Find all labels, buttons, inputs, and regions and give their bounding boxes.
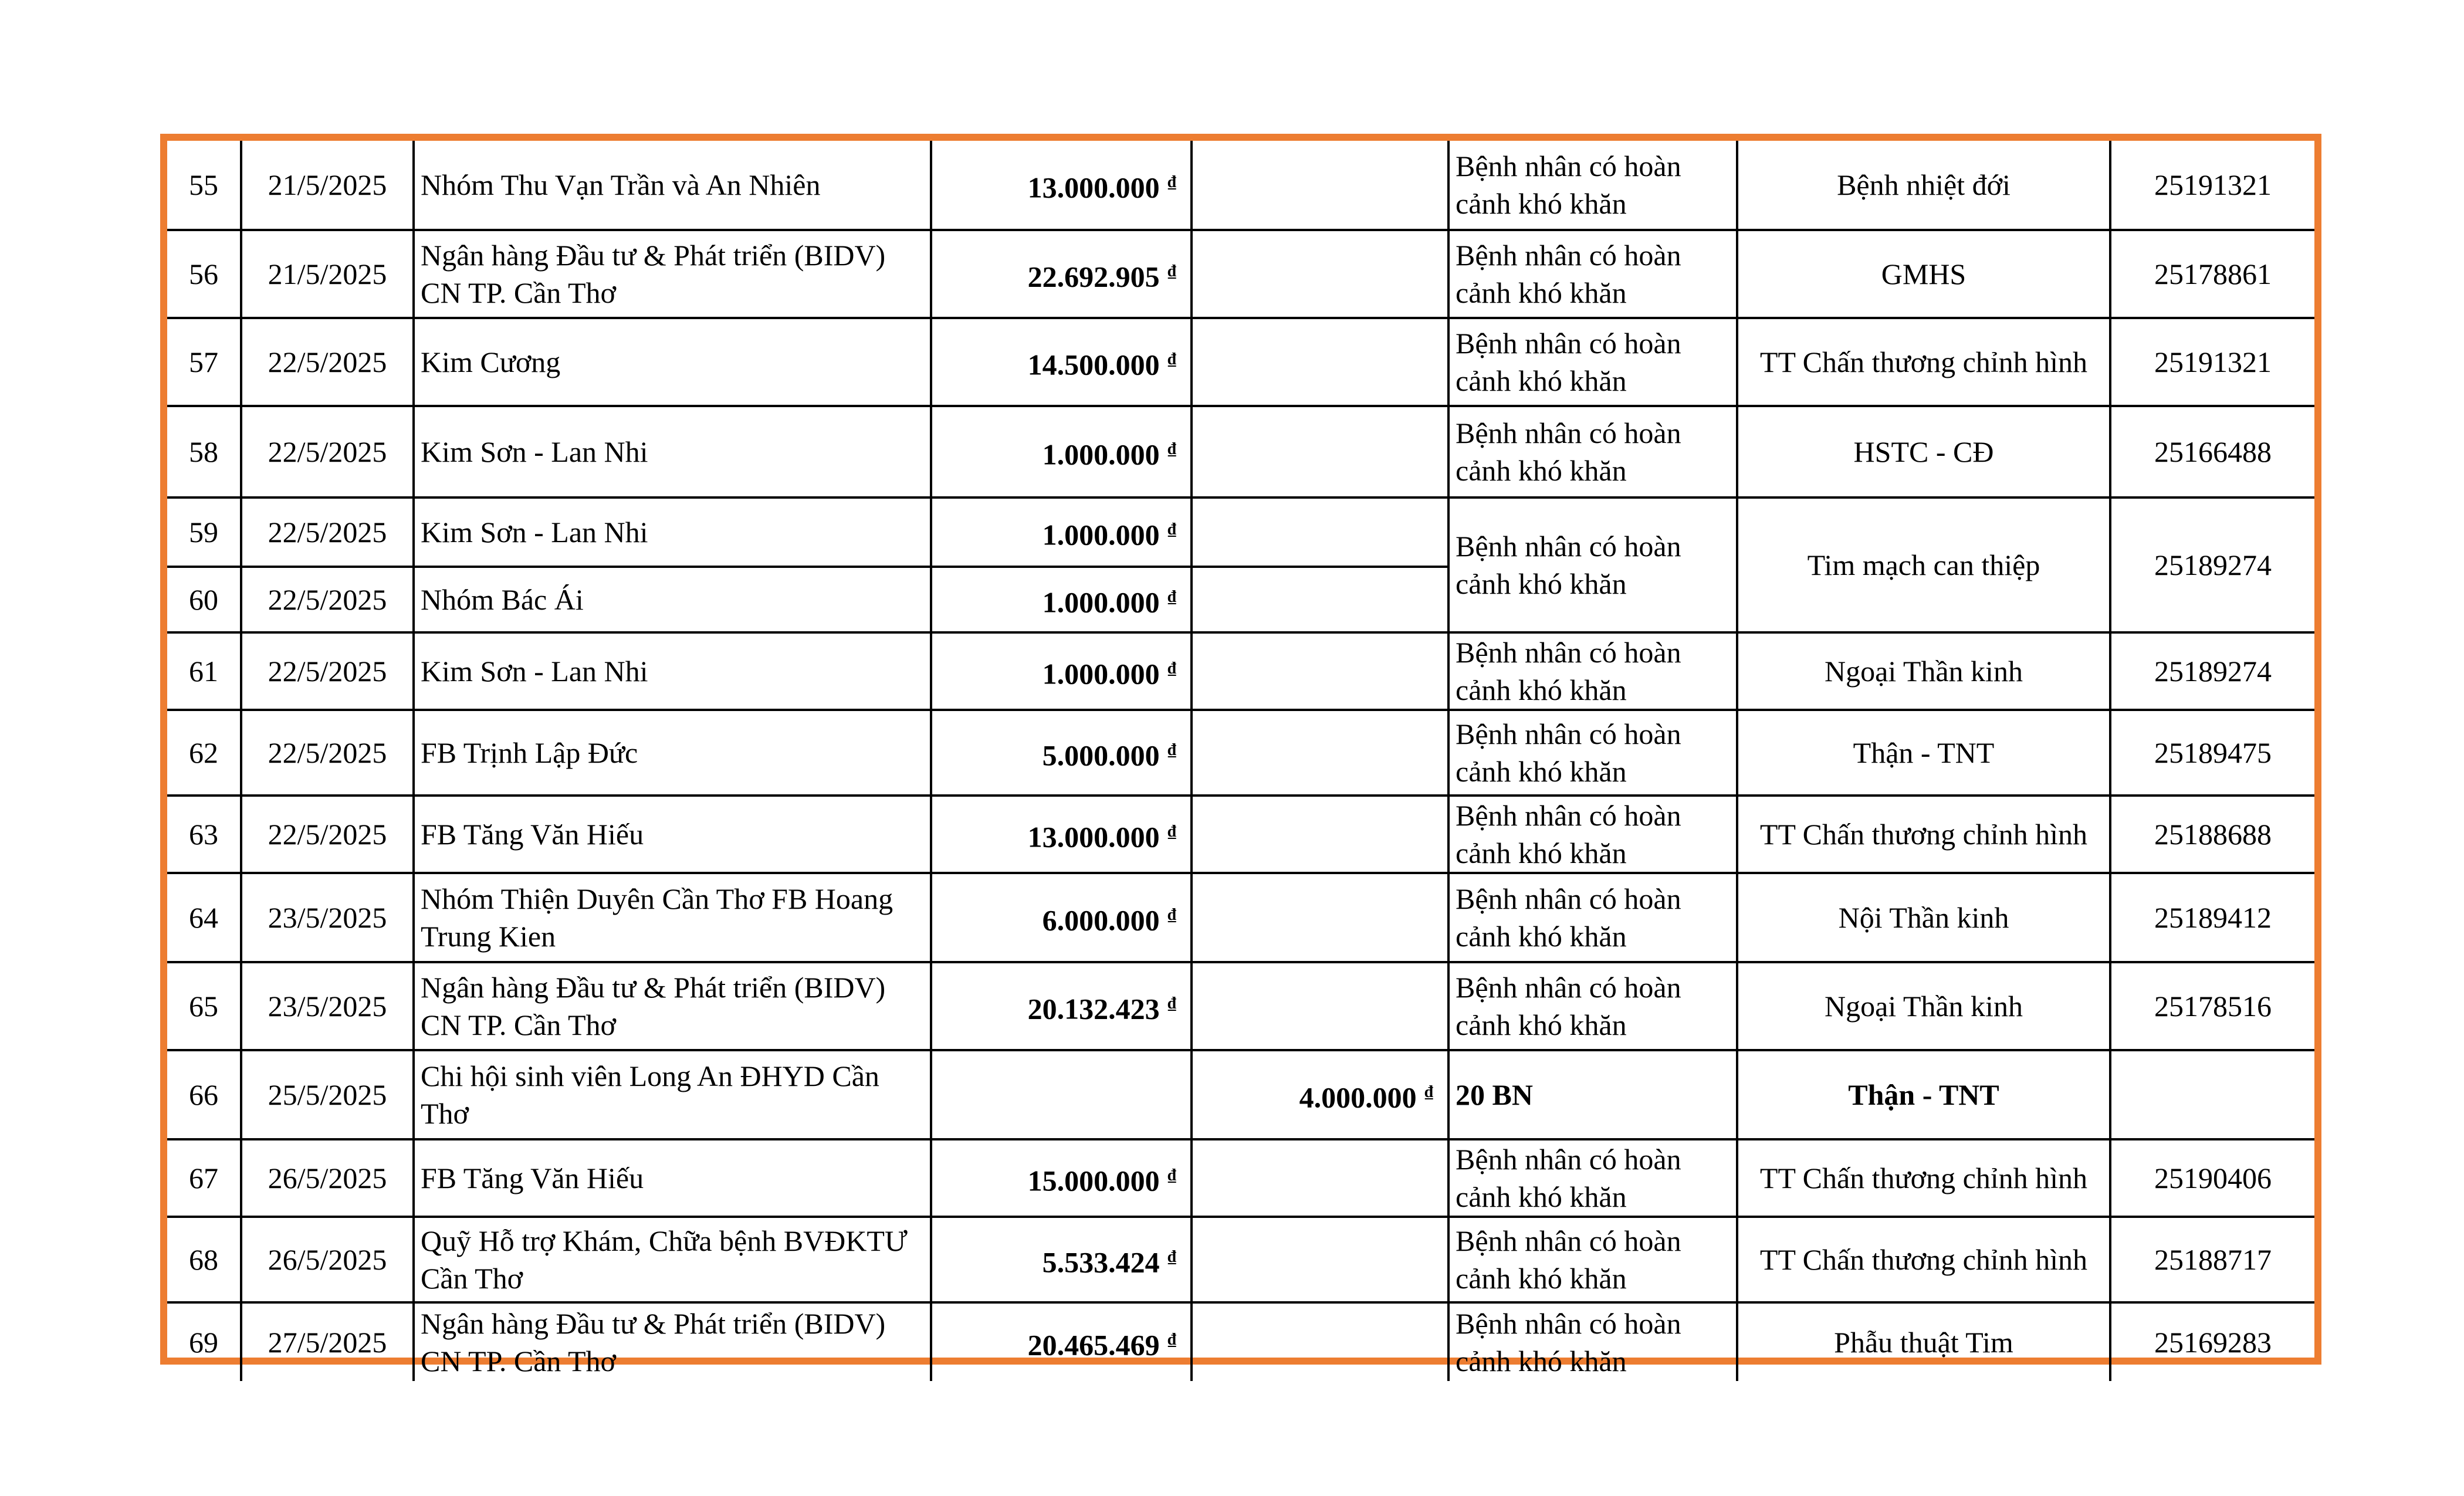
row-date: 23/5/2025 — [241, 873, 414, 962]
table-row — [167, 1139, 2314, 1217]
row-purpose: Bệnh nhân có hoàn cảnh khó khăn — [1448, 873, 1737, 962]
row-number: 62 — [167, 710, 241, 796]
row-donor: Ngân hàng Đầu tư & Phát triển (BIDV) CN TP. Cần Thơ — [414, 230, 931, 318]
row-donor: FB Tăng Văn Hiếu — [414, 796, 931, 873]
row-number: 60 — [167, 567, 241, 632]
row-code: 25189274 — [2110, 632, 2314, 710]
row-amount-2 — [1192, 141, 1448, 230]
row-department: Ngoại Thần kinh — [1737, 632, 2110, 710]
row-number: 67 — [167, 1139, 241, 1217]
row-code — [2110, 1050, 2314, 1139]
amount-value: 15.000.000 — [1027, 1164, 1160, 1197]
table-row — [167, 1217, 2314, 1302]
row-amount — [931, 1217, 1192, 1302]
table-row — [167, 796, 2314, 873]
row-code: 25178516 — [2110, 962, 2314, 1050]
row-department: Bệnh nhiệt đới — [1737, 141, 2110, 230]
row-number: 63 — [167, 796, 241, 873]
row-donor: FB Tăng Văn Hiếu — [414, 1139, 931, 1217]
row-department: Ngoại Thần kinh — [1737, 962, 2110, 1050]
table-row — [167, 318, 2314, 406]
currency-symbol: ₫ — [1167, 350, 1176, 368]
row-code: 25188688 — [2110, 796, 2314, 873]
row-code: 25191321 — [2110, 318, 2314, 406]
table-row — [167, 962, 2314, 1050]
row-code: 25189412 — [2110, 873, 2314, 962]
row-date: 22/5/2025 — [241, 796, 414, 873]
row-donor: Kim Sơn - Lan Nhi — [414, 406, 931, 497]
row-donor: Kim Sơn - Lan Nhi — [414, 632, 931, 710]
currency-symbol: ₫ — [1167, 587, 1176, 606]
amount-value: 14.500.000 — [1027, 348, 1160, 381]
row-donor: Kim Sơn - Lan Nhi — [414, 497, 931, 567]
amount-value: 22.692.905 — [1027, 260, 1160, 293]
currency-symbol: ₫ — [1167, 905, 1176, 924]
row-amount-2 — [1192, 796, 1448, 873]
row-amount — [931, 1139, 1192, 1217]
amount-value: 5.000.000 — [1042, 739, 1160, 772]
row-donor: Kim Cương — [414, 318, 931, 406]
row-code: 25191321 — [2110, 141, 2314, 230]
row-date: 22/5/2025 — [241, 632, 414, 710]
row-amount — [931, 632, 1192, 710]
row-amount-2 — [1192, 1302, 1448, 1381]
amount-value: 20.132.423 — [1027, 992, 1160, 1025]
row-amount-2 — [1192, 1050, 1448, 1139]
row-date: 22/5/2025 — [241, 710, 414, 796]
row-amount-2 — [1192, 1217, 1448, 1302]
currency-symbol: ₫ — [1167, 262, 1176, 280]
currency-symbol: ₫ — [1167, 822, 1176, 841]
row-department: TT Chấn thương chỉnh hình — [1737, 1217, 2110, 1302]
table-row — [167, 230, 2314, 318]
row-amount — [931, 406, 1192, 497]
row-department: Phẫu thuật Tim — [1737, 1302, 2110, 1381]
currency-symbol: ₫ — [1167, 659, 1176, 678]
row-number: 57 — [167, 318, 241, 406]
row-number: 58 — [167, 406, 241, 497]
row-date: 26/5/2025 — [241, 1139, 414, 1217]
row-amount-2 — [1192, 230, 1448, 318]
row-code: 25189475 — [2110, 710, 2314, 796]
row-donor: FB Trịnh Lập Đức — [414, 710, 931, 796]
amount-value: 13.000.000 — [1027, 820, 1160, 854]
row-purpose: Bệnh nhân có hoàn cảnh khó khăn — [1448, 632, 1737, 710]
row-donor: Quỹ Hỗ trợ Khám, Chữa bệnh BVĐKTƯ Cần Thơ — [414, 1217, 931, 1302]
row-purpose: Bệnh nhân có hoàn cảnh khó khăn — [1448, 318, 1737, 406]
row-amount — [931, 710, 1192, 796]
row-number: 65 — [167, 962, 241, 1050]
row-amount-2 — [1192, 962, 1448, 1050]
table-row — [167, 497, 2314, 567]
row-purpose: Bệnh nhân có hoàn cảnh khó khăn — [1448, 1217, 1737, 1302]
row-amount — [931, 796, 1192, 873]
amount-value: 1.000.000 — [1042, 585, 1160, 619]
currency-symbol: ₫ — [1167, 172, 1176, 191]
row-purpose: Bệnh nhân có hoàn cảnh khó khăn — [1448, 962, 1737, 1050]
row-number: 56 — [167, 230, 241, 318]
amount-value: 13.000.000 — [1027, 171, 1160, 204]
amount-value: 1.000.000 — [1042, 518, 1160, 551]
row-purpose: Bệnh nhân có hoàn cảnh khó khăn — [1448, 710, 1737, 796]
row-amount — [931, 230, 1192, 318]
row-amount-2 — [1192, 497, 1448, 567]
row-number: 66 — [167, 1050, 241, 1139]
table-row — [167, 141, 2314, 230]
row-purpose: Bệnh nhân có hoàn cảnh khó khăn — [1448, 796, 1737, 873]
row-amount — [931, 873, 1192, 962]
table-row — [167, 406, 2314, 497]
row-date: 22/5/2025 — [241, 406, 414, 497]
row-purpose: Bệnh nhân có hoàn cảnh khó khăn — [1448, 1302, 1737, 1381]
row-code: 25169283 — [2110, 1302, 2314, 1381]
row-date: 22/5/2025 — [241, 318, 414, 406]
row-amount-2 — [1192, 710, 1448, 796]
row-amount-2 — [1192, 318, 1448, 406]
row-code: 25178861 — [2110, 230, 2314, 318]
row-amount-2 — [1192, 567, 1448, 632]
table-row — [167, 1050, 2314, 1139]
row-department: Nội Thần kinh — [1737, 873, 2110, 962]
row-department: TT Chấn thương chỉnh hình — [1737, 318, 2110, 406]
row-donor: Nhóm Bác Ái — [414, 567, 931, 632]
row-amount — [931, 1050, 1192, 1139]
row-department: Thận - TNT — [1737, 1050, 2110, 1139]
amount-value: 4.000.000 — [1299, 1081, 1417, 1114]
row-number: 61 — [167, 632, 241, 710]
row-amount — [931, 1302, 1192, 1381]
table-row — [167, 632, 2314, 710]
row-amount-2 — [1192, 632, 1448, 710]
amount-value: 20.465.469 — [1027, 1328, 1160, 1362]
row-number: 68 — [167, 1217, 241, 1302]
row-date: 27/5/2025 — [241, 1302, 414, 1381]
row-amount — [931, 962, 1192, 1050]
currency-symbol: ₫ — [1167, 1166, 1176, 1184]
row-date: 22/5/2025 — [241, 567, 414, 632]
row-number: 69 — [167, 1302, 241, 1381]
table-row — [167, 1302, 2314, 1381]
amount-value: 1.000.000 — [1042, 657, 1160, 691]
row-number: 64 — [167, 873, 241, 962]
row-date: 23/5/2025 — [241, 962, 414, 1050]
row-purpose: Bệnh nhân có hoàn cảnh khó khăn — [1448, 406, 1737, 497]
row-donor: Nhóm Thiện Duyên Cần Thơ FB Hoang Trung Kien — [414, 873, 931, 962]
amount-value: 6.000.000 — [1042, 903, 1160, 937]
table-row — [167, 873, 2314, 962]
row-date: 25/5/2025 — [241, 1050, 414, 1139]
row-department: HSTC - CĐ — [1737, 406, 2110, 497]
currency-symbol: ₫ — [1167, 1330, 1176, 1349]
row-number: 59 — [167, 497, 241, 567]
row-donor: Ngân hàng Đầu tư & Phát triển (BIDV) CN TP. Cần Thơ — [414, 962, 931, 1050]
row-amount — [931, 141, 1192, 230]
row-purpose: Bệnh nhân có hoàn cảnh khó khăn — [1448, 1139, 1737, 1217]
table-row — [167, 710, 2314, 796]
row-department: TT Chấn thương chỉnh hình — [1737, 1139, 2110, 1217]
row-date: 22/5/2025 — [241, 497, 414, 567]
row-code: 25188717 — [2110, 1217, 2314, 1302]
row-department: TT Chấn thương chỉnh hình — [1737, 796, 2110, 873]
currency-symbol: ₫ — [1167, 520, 1176, 539]
row-purpose: Bệnh nhân có hoàn cảnh khó khăn — [1448, 141, 1737, 230]
row-date: 21/5/2025 — [241, 230, 414, 318]
row-donor: Nhóm Thu Vạn Trần và An Nhiên — [414, 141, 931, 230]
currency-symbol: ₫ — [1424, 1082, 1433, 1101]
amount-value: 5.533.424 — [1042, 1245, 1160, 1279]
row-purpose: Bệnh nhân có hoàn cảnh khó khăn — [1448, 497, 1737, 632]
donation-table — [167, 141, 2314, 1381]
row-department: Thận - TNT — [1737, 710, 2110, 796]
amount-value: 1.000.000 — [1042, 438, 1160, 471]
row-department: Tim mạch can thiệp — [1737, 497, 2110, 632]
row-donor: Chi hội sinh viên Long An ĐHYD Cần Thơ — [414, 1050, 931, 1139]
currency-symbol: ₫ — [1167, 740, 1176, 759]
row-donor: Ngân hàng Đầu tư & Phát triển (BIDV) CN TP. Cần Thơ — [414, 1302, 931, 1381]
row-amount-2 — [1192, 406, 1448, 497]
row-code: 25190406 — [2110, 1139, 2314, 1217]
row-purpose: 20 BN — [1448, 1050, 1737, 1139]
row-code: 25189274 — [2110, 497, 2314, 632]
row-date: 26/5/2025 — [241, 1217, 414, 1302]
row-date: 21/5/2025 — [241, 141, 414, 230]
row-code: 25166488 — [2110, 406, 2314, 497]
row-department: GMHS — [1737, 230, 2110, 318]
row-number: 55 — [167, 141, 241, 230]
row-amount-2 — [1192, 873, 1448, 962]
currency-symbol: ₫ — [1167, 1247, 1176, 1266]
currency-symbol: ₫ — [1167, 439, 1176, 458]
row-amount — [931, 567, 1192, 632]
currency-symbol: ₫ — [1167, 994, 1176, 1013]
row-amount-2 — [1192, 1139, 1448, 1217]
row-purpose: Bệnh nhân có hoàn cảnh khó khăn — [1448, 230, 1737, 318]
row-amount — [931, 318, 1192, 406]
row-amount — [931, 497, 1192, 567]
